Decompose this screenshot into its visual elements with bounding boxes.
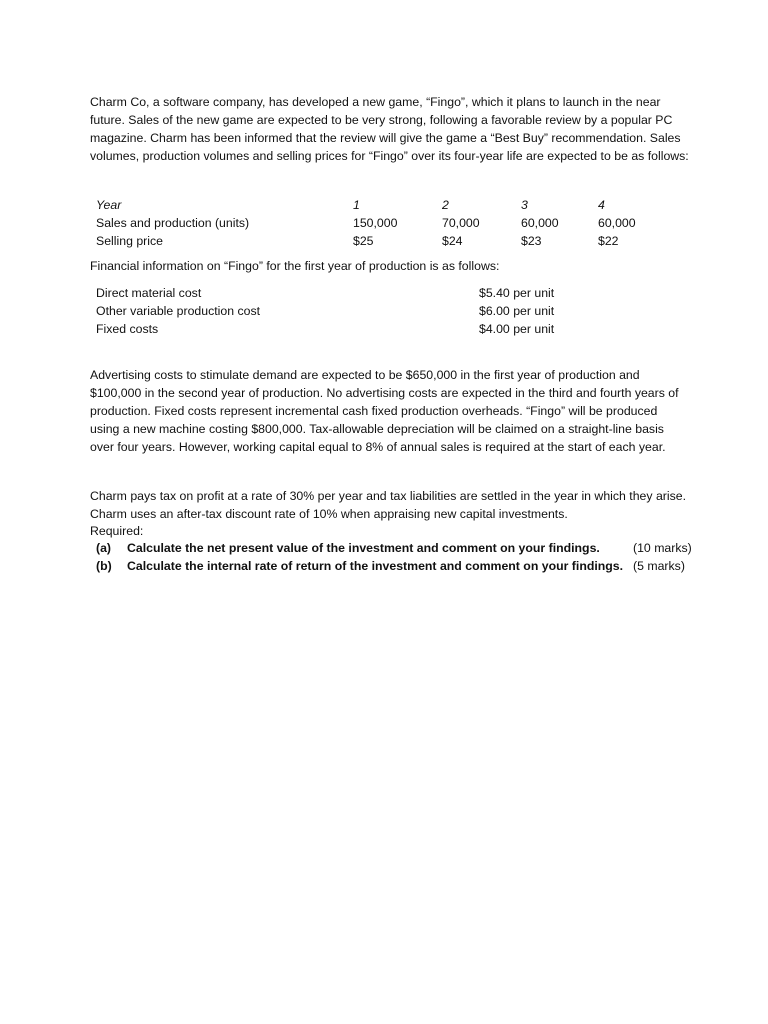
sales-table — [96, 196, 676, 250]
cost-name: Fixed costs — [96, 322, 159, 336]
cost-name: Other variable production cost — [96, 304, 261, 318]
table-cell: $23 — [521, 234, 542, 248]
table-cell: 60,000 — [598, 216, 636, 230]
table-row — [96, 232, 676, 250]
cost-value: $5.40 per unit — [479, 286, 555, 300]
row-label: Selling price — [96, 234, 163, 248]
table-cell: $25 — [353, 234, 374, 248]
row-label: Sales and production (units) — [96, 216, 250, 230]
requirement-letter: (a) — [96, 541, 112, 555]
header-year-3: 3 — [521, 198, 528, 212]
cost-value: $4.00 per unit — [479, 322, 555, 336]
requirement-marks: (5 marks) — [633, 559, 685, 573]
requirement-b — [96, 557, 706, 575]
table-cell: $24 — [442, 234, 463, 248]
table-row — [96, 214, 676, 232]
header-year: Year — [96, 198, 122, 212]
list-item — [96, 302, 596, 320]
cost-table — [96, 284, 596, 338]
header-year-1: 1 — [353, 198, 360, 212]
list-item — [96, 320, 596, 338]
intro-paragraph: Charm Co, a software company, has developed a new game, “Fingo”, which it plans to launch in the near future. Sales of the new game are expected to be very strong, following a favorable review by a popular PC magazine. Charm has been informed that the review will give the game a “Best Buy” recommendation. Sales volumes, production volumes and selling prices for “Fingo” over its four-year life are expected to be as follows: — [90, 95, 689, 163]
table-header-row — [96, 196, 676, 214]
header-year-4: 4 — [598, 198, 605, 212]
table-cell: 60,000 — [521, 216, 559, 230]
header-year-2: 2 — [442, 198, 449, 212]
requirement-marks: (10 marks) — [633, 541, 692, 555]
financial-intro: Financial information on “Fingo” for the first year of production is as follows: — [90, 259, 500, 273]
table-cell: 70,000 — [442, 216, 480, 230]
required-label: Required: — [90, 524, 144, 538]
cost-name: Direct material cost — [96, 286, 202, 300]
requirement-text: Calculate the internal rate of return of the investment and comment on your findings. — [127, 559, 624, 573]
requirement-letter: (b) — [96, 559, 112, 573]
advertising-paragraph: Advertising costs to stimulate demand are expected to be $650,000 in the first year of production and $100,000 in the second year of production. No advertising costs are expected in the third and fourth years of production. Fixed costs represent incremental cash fixed production overheads. “Fingo” will be produced using a new machine costing $800,000. Tax-allowable depreciation will be claimed on a straight-line basis over four years. However, working capital equal to 8% of annual sales is required at the start of each year. — [90, 368, 679, 454]
table-cell: $22 — [598, 234, 619, 248]
tax-paragraph: Charm pays tax on profit at a rate of 30% per year and tax liabilities are settled in the year in which they arise. Charm uses an after-tax discount rate of 10% when appraising new capital investments. — [90, 489, 687, 521]
requirement-a — [96, 539, 706, 557]
cost-value: $6.00 per unit — [479, 304, 555, 318]
requirements-list — [96, 539, 706, 575]
list-item — [96, 284, 596, 302]
requirement-text: Calculate the net present value of the investment and comment on your findings. — [127, 541, 600, 555]
table-cell: 150,000 — [353, 216, 398, 230]
